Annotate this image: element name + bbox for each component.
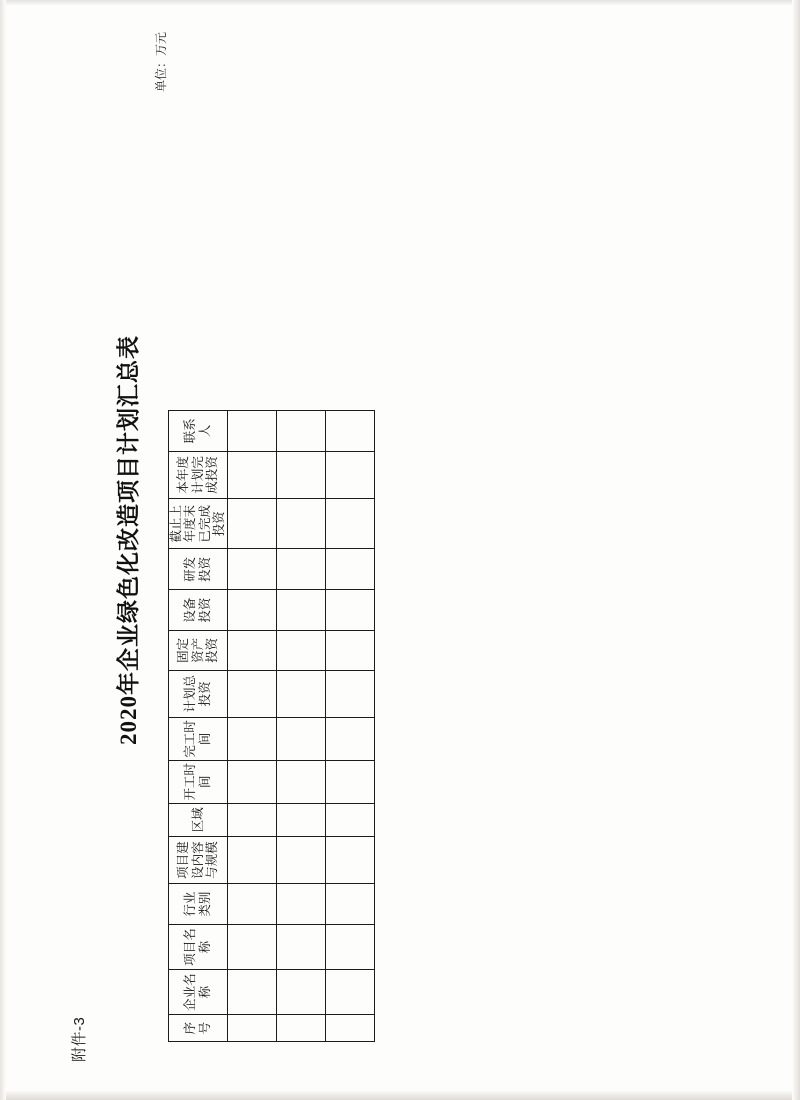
table-row [325, 411, 374, 1042]
cell-company-name[interactable] [325, 970, 374, 1015]
cell-contact-person[interactable] [227, 411, 276, 452]
cell-industry-category[interactable] [227, 884, 276, 925]
cell-industry-category[interactable] [276, 884, 325, 925]
cell-fixed-asset-investment[interactable] [325, 631, 374, 671]
cell-project-scope[interactable] [325, 837, 374, 884]
cell-fixed-asset-investment[interactable] [276, 631, 325, 671]
column-header-project-scope-label: 项目建设内容与规模 [176, 841, 219, 879]
cell-index[interactable] [227, 1015, 276, 1042]
cell-completed-investment-prior-year[interactable] [325, 499, 374, 549]
cell-region[interactable] [325, 803, 374, 836]
column-header-completion-date-label: 完工时间 [183, 720, 212, 758]
column-header-contact-person [169, 411, 228, 452]
table-row [227, 411, 276, 1042]
column-header-region [169, 803, 228, 836]
column-header-project-name [169, 925, 228, 970]
column-header-industry-category-label: 行业类别 [183, 891, 212, 917]
column-header-equipment-investment [169, 590, 228, 631]
cell-current-year-planned-investment[interactable] [325, 451, 374, 498]
cell-completed-investment-prior-year[interactable] [227, 499, 276, 549]
cell-start-date[interactable] [325, 760, 374, 803]
unit-note: 单位：万元 [154, 31, 168, 92]
column-header-planned-total-investment-label: 计划总投资 [183, 675, 212, 713]
cell-company-name[interactable] [227, 970, 276, 1015]
column-header-index [169, 1015, 228, 1042]
column-header-company-name [169, 970, 228, 1015]
cell-equipment-investment[interactable] [325, 590, 374, 631]
page-edge-bottom [0, 1090, 800, 1100]
column-header-current-year-planned-investment-label: 本年度计划完成投资 [176, 456, 219, 494]
page-title: 2020年企业绿色化改造项目计划汇总表 [116, 335, 141, 745]
cell-planned-total-investment[interactable] [227, 670, 276, 717]
cell-completion-date[interactable] [276, 717, 325, 760]
column-header-equipment-investment-label: 设备投资 [183, 597, 212, 623]
cell-completion-date[interactable] [325, 717, 374, 760]
page-edge-top [0, 0, 800, 6]
column-header-fixed-asset-investment-label: 固定资产投资 [176, 637, 219, 663]
cell-equipment-investment[interactable] [276, 590, 325, 631]
cell-equipment-investment[interactable] [227, 590, 276, 631]
table-row [276, 411, 325, 1042]
page-edge-right [792, 0, 800, 1100]
cell-index[interactable] [325, 1015, 374, 1042]
column-header-fixed-asset-investment [169, 631, 228, 671]
column-header-project-scope [169, 837, 228, 884]
cell-company-name[interactable] [276, 970, 325, 1015]
column-header-industry-category [169, 884, 228, 925]
cell-planned-total-investment[interactable] [325, 670, 374, 717]
attachment-label: 附件-3 [71, 1016, 88, 1062]
cell-region[interactable] [227, 803, 276, 836]
cell-rd-investment[interactable] [276, 549, 325, 590]
column-header-start-date-label: 开工时间 [183, 763, 212, 801]
cell-start-date[interactable] [227, 760, 276, 803]
cell-industry-category[interactable] [325, 884, 374, 925]
column-header-completion-date [169, 717, 228, 760]
column-header-rd-investment-label: 研发投资 [183, 556, 212, 582]
column-header-project-name-label: 项目名称 [183, 928, 212, 966]
cell-project-name[interactable] [325, 925, 374, 970]
column-header-company-name-label: 企业名称 [183, 973, 212, 1011]
cell-project-scope[interactable] [227, 837, 276, 884]
cell-start-date[interactable] [276, 760, 325, 803]
cell-completed-investment-prior-year[interactable] [276, 499, 325, 549]
cell-current-year-planned-investment[interactable] [276, 451, 325, 498]
cell-contact-person[interactable] [325, 411, 374, 452]
cell-project-name[interactable] [227, 925, 276, 970]
column-header-planned-total-investment [169, 670, 228, 717]
cell-rd-investment[interactable] [325, 549, 374, 590]
column-header-index-label: 序号 [183, 1021, 212, 1035]
cell-project-name[interactable] [276, 925, 325, 970]
cell-current-year-planned-investment[interactable] [227, 451, 276, 498]
cell-region[interactable] [276, 803, 325, 836]
cell-project-scope[interactable] [276, 837, 325, 884]
cell-fixed-asset-investment[interactable] [227, 631, 276, 671]
column-header-rd-investment [169, 549, 228, 590]
project-plan-table [168, 410, 375, 1042]
column-header-current-year-planned-investment [169, 451, 228, 498]
column-header-completed-investment-prior-year [169, 499, 228, 549]
cell-index[interactable] [276, 1015, 325, 1042]
cell-completion-date[interactable] [227, 717, 276, 760]
cell-planned-total-investment[interactable] [276, 670, 325, 717]
project-plan-table-wrapper [168, 410, 375, 1042]
column-header-completed-investment-prior-year-label: 截止上年度末已完成投资 [169, 504, 227, 543]
column-header-contact-person-label: 联系人 [183, 418, 212, 444]
table-header-row [169, 411, 228, 1042]
page-edge-left [0, 0, 6, 1100]
cell-rd-investment[interactable] [227, 549, 276, 590]
column-header-region-label: 区域 [190, 807, 205, 833]
column-header-start-date [169, 760, 228, 803]
cell-contact-person[interactable] [276, 411, 325, 452]
